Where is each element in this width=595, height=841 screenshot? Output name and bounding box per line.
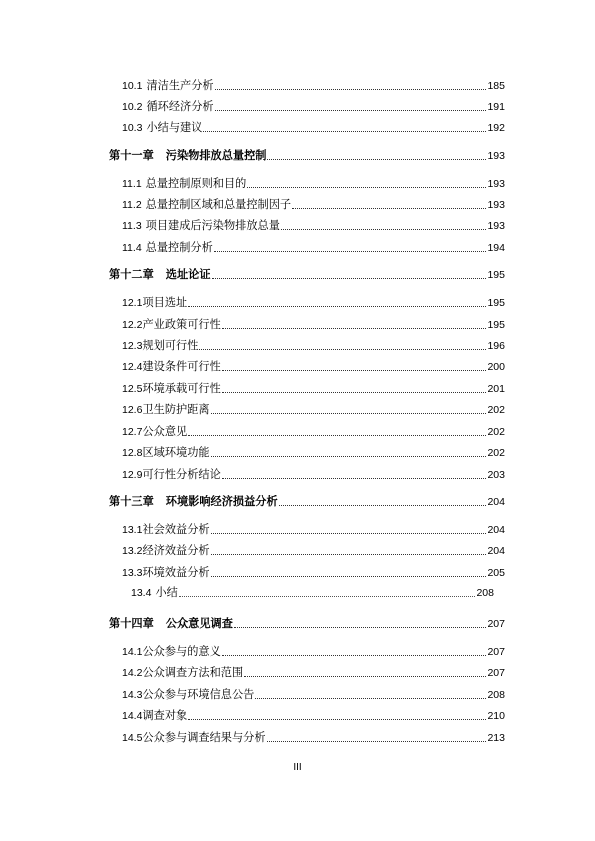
toc-entry-page: 196 <box>487 340 505 352</box>
toc-entry[interactable] <box>122 666 505 680</box>
toc-entry-title: 公众参与的意义 <box>142 646 221 658</box>
toc-entry[interactable] <box>122 688 505 702</box>
toc-entry-number: 12.4 <box>122 361 143 373</box>
toc-chapter-number: 第十一章 <box>109 150 154 162</box>
toc-dot-leader <box>214 250 487 252</box>
toc-entry-number: 11.1 <box>122 178 142 190</box>
toc-entry-page: 195 <box>487 269 505 281</box>
toc-entry[interactable] <box>122 318 505 332</box>
toc-entry-title: 小结与建议 <box>146 122 203 134</box>
toc-entry-number: 12.8 <box>122 447 143 459</box>
toc-entry-title: 总量控制原则和目的 <box>145 178 247 190</box>
toc-entry[interactable] <box>122 523 505 537</box>
toc-entry-title: 项目选址 <box>142 297 188 309</box>
toc-entry-page: 193 <box>487 220 505 232</box>
toc-entry[interactable] <box>122 177 505 191</box>
toc-chapter-number: 第十二章 <box>109 269 154 281</box>
toc-dot-leader <box>292 207 486 209</box>
toc-dot-leader <box>222 477 487 479</box>
toc-entry-number: 13.3 <box>122 567 143 579</box>
toc-entry-page: 202 <box>487 426 505 438</box>
toc-entry-title: 公众意见 <box>142 426 188 438</box>
toc-dot-leader <box>199 348 486 350</box>
toc-entry[interactable] <box>122 198 505 212</box>
toc-entry[interactable] <box>122 360 505 374</box>
toc-entry-number: 14.5 <box>122 732 143 744</box>
toc-entry-page: 200 <box>487 361 505 373</box>
toc-dot-leader <box>234 626 487 628</box>
toc-dot-leader <box>244 675 486 677</box>
toc-entry-number: 12.3 <box>122 340 143 352</box>
toc-entry-page: 208 <box>487 689 505 701</box>
toc-entry-title: 循环经济分析 <box>146 101 214 113</box>
toc-entry-title: 调查对象 <box>142 710 188 722</box>
toc-dot-leader <box>255 697 486 699</box>
toc-entry-number: 12.2 <box>122 319 143 331</box>
toc-entry-title: 项目建成后污染物排放总量 <box>145 220 280 232</box>
toc-entry-page: 204 <box>487 496 505 508</box>
toc-entry-title: 卫生防护距离 <box>142 404 210 416</box>
toc-dot-leader <box>222 654 487 656</box>
toc-dot-leader <box>281 228 487 230</box>
toc-entry-page: 207 <box>487 646 505 658</box>
toc-entry-number: 12.7 <box>122 426 143 438</box>
toc-entry-number: 14.1 <box>122 646 143 658</box>
toc-dot-leader <box>211 553 487 555</box>
toc-entry-number: 10.2 <box>122 101 143 113</box>
toc-entry[interactable] <box>122 100 505 114</box>
toc-entry[interactable] <box>122 121 505 135</box>
toc-entry[interactable] <box>122 709 505 723</box>
toc-entry-page: 195 <box>487 319 505 331</box>
toc-entry-page: 202 <box>487 404 505 416</box>
toc-dot-leader <box>188 305 486 307</box>
toc-entry-number: 10.3 <box>122 122 143 134</box>
toc-dot-leader <box>211 575 487 577</box>
toc-entry[interactable] <box>122 241 505 255</box>
toc-entry-number: 11.4 <box>122 242 142 254</box>
toc-entry[interactable] <box>122 382 505 396</box>
toc-entry-number: 13.1 <box>122 524 143 536</box>
toc-dot-leader <box>222 369 487 371</box>
toc-entry-title: 环境效益分析 <box>142 567 210 579</box>
toc-entry-number: 13.2 <box>122 545 143 557</box>
toc-entry-page: 193 <box>487 178 505 190</box>
toc-dot-leader <box>247 186 486 188</box>
toc-dot-leader <box>222 391 487 393</box>
toc-entry[interactable] <box>122 296 505 310</box>
toc-entry-title: 规划可行性 <box>142 340 199 352</box>
toc-entry-page: 204 <box>487 524 505 536</box>
toc-entry-page: 207 <box>487 618 505 630</box>
toc-entry-title: 经济效益分析 <box>142 545 210 557</box>
toc-entry-number: 12.5 <box>122 383 143 395</box>
toc-dot-leader <box>267 740 487 742</box>
toc-dot-leader <box>188 434 486 436</box>
toc-dot-leader <box>211 455 487 457</box>
toc-entry[interactable] <box>122 468 505 482</box>
toc-entry[interactable] <box>122 731 505 745</box>
toc-dot-leader <box>212 277 487 279</box>
toc-entry-number: 12.1 <box>122 297 143 309</box>
toc-entry-title: 产业政策可行性 <box>142 319 221 331</box>
toc-dot-leader <box>203 130 486 132</box>
toc-entry-title: 公众参与环境信息公告 <box>142 689 255 701</box>
toc-entry-number: 12.6 <box>122 404 143 416</box>
toc-dot-leader <box>215 88 487 90</box>
toc-entry-number: 10.1 <box>122 80 143 92</box>
toc-entry-number: 14.2 <box>122 667 143 679</box>
toc-entry-number: 13.4 <box>131 587 152 599</box>
toc-entry-title: 社会效益分析 <box>142 524 210 536</box>
toc-dot-leader <box>211 532 487 534</box>
toc-dot-leader <box>211 412 487 414</box>
toc-chapter-number: 第十四章 <box>109 618 154 630</box>
toc-chapter-title: 环境影响经济损益分析 <box>165 496 278 508</box>
toc-chapter-title: 污染物排放总量控制 <box>165 150 267 162</box>
toc-entry-title: 公众调查方法和范围 <box>142 667 244 679</box>
page-number: III <box>293 762 302 773</box>
toc-entry-page: 202 <box>487 447 505 459</box>
toc-entry[interactable] <box>122 446 505 460</box>
toc-entry-page: 195 <box>487 297 505 309</box>
toc-entry-title: 建设条件可行性 <box>142 361 221 373</box>
toc-entry-title: 区域环境功能 <box>142 447 210 459</box>
toc-entry-page: 194 <box>487 242 505 254</box>
toc-entry-page: 193 <box>487 199 505 211</box>
toc-entry-title: 小结 <box>155 587 178 599</box>
toc-entry-number: 11.3 <box>122 220 142 232</box>
toc-entry[interactable] <box>122 339 505 353</box>
toc-dot-leader <box>222 327 487 329</box>
toc-entry-page: 192 <box>487 122 505 134</box>
toc-entry-title: 总量控制分析 <box>145 242 213 254</box>
toc-chapter-title: 公众意见调查 <box>165 618 233 630</box>
toc-entry-page: 204 <box>487 545 505 557</box>
toc-entry-page: 207 <box>487 667 505 679</box>
toc-entry-page: 203 <box>487 469 505 481</box>
toc-entry-number: 14.4 <box>122 710 143 722</box>
toc-entry-number: 14.3 <box>122 689 143 701</box>
toc-entry-page: 205 <box>487 567 505 579</box>
toc-entry[interactable] <box>122 544 505 558</box>
toc-chapter-number: 第十三章 <box>109 496 154 508</box>
toc-entry-page: 213 <box>487 732 505 744</box>
toc-entry[interactable] <box>122 645 505 659</box>
toc-dot-leader <box>267 158 486 160</box>
toc-entry-page: 193 <box>487 150 505 162</box>
toc-entry[interactable] <box>122 79 505 93</box>
toc-chapter-entry[interactable] <box>109 617 505 631</box>
toc-dot-leader <box>215 109 487 111</box>
toc-entry-title: 公众参与调查结果与分析 <box>142 732 266 744</box>
toc-entry[interactable] <box>122 403 505 417</box>
toc-entry[interactable] <box>122 425 505 439</box>
toc-chapter-entry[interactable] <box>109 149 505 163</box>
toc-entry[interactable] <box>122 219 505 233</box>
toc-entry-page: 208 <box>476 587 494 599</box>
toc-entry-number: 11.2 <box>122 199 142 211</box>
toc-entry[interactable] <box>131 586 494 600</box>
toc-chapter-entry[interactable] <box>109 268 505 282</box>
toc-chapter-title: 选址论证 <box>165 269 211 281</box>
toc-entry-page: 201 <box>487 383 505 395</box>
toc-entry-page: 185 <box>487 80 505 92</box>
toc-dot-leader <box>188 718 486 720</box>
toc-entry[interactable] <box>122 566 505 580</box>
toc-entry-number: 12.9 <box>122 469 143 481</box>
toc-entry-page: 210 <box>487 710 505 722</box>
toc-entry-title: 可行性分析结论 <box>142 469 221 481</box>
toc-chapter-entry[interactable] <box>109 495 505 509</box>
toc-entry-page: 191 <box>487 101 505 113</box>
toc-dot-leader <box>179 595 476 597</box>
toc-entry-title: 环境承载可行性 <box>142 383 221 395</box>
toc-entry-title: 清洁生产分析 <box>146 80 214 92</box>
toc-entry-title: 总量控制区域和总量控制因子 <box>145 199 292 211</box>
toc-dot-leader <box>279 504 487 506</box>
